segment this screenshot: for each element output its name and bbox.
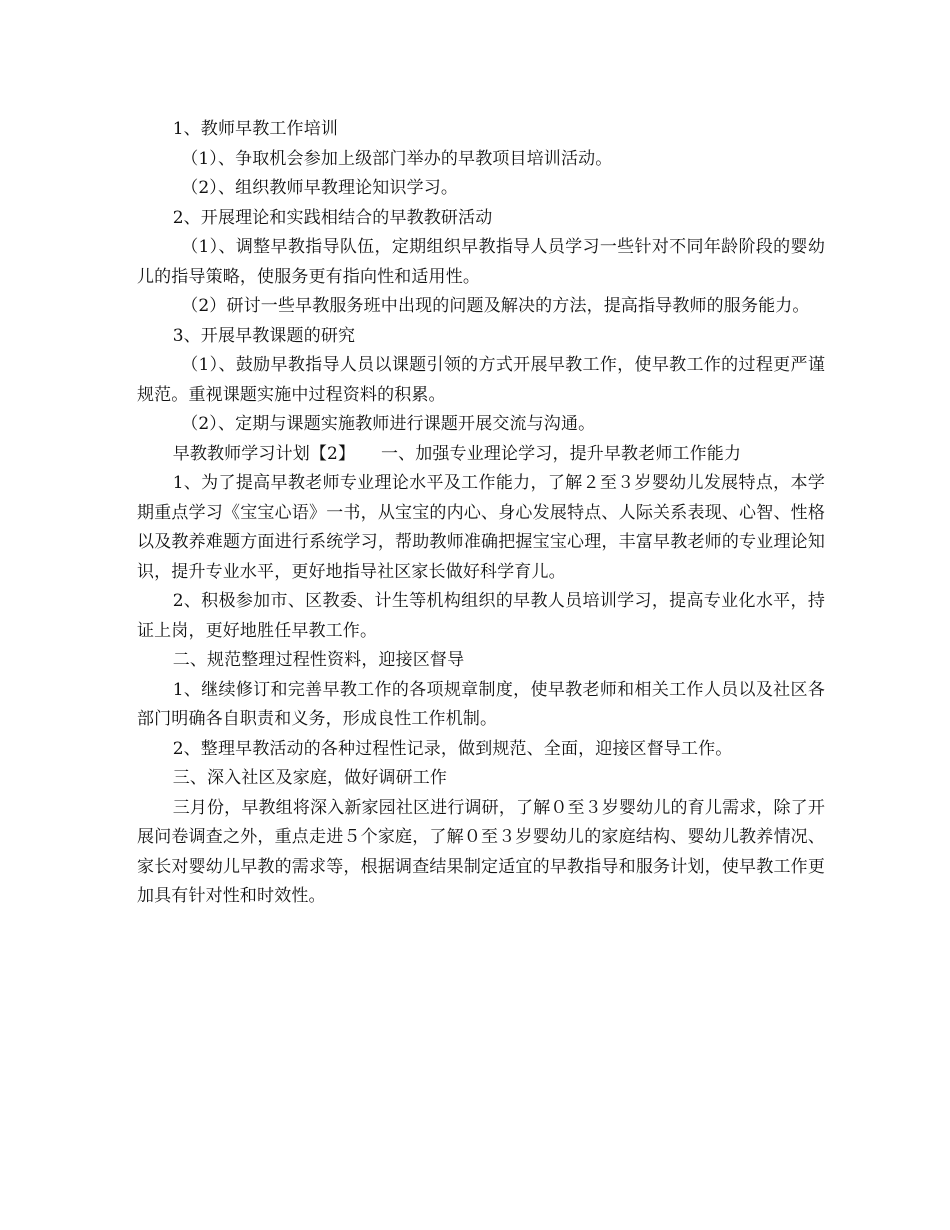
section-heading: 3、开展早教课题的研究	[172, 325, 356, 346]
section-heading: 早教教师学习计划【2】 一、加强专业理论学习，提升早教老师工作能力	[172, 443, 742, 464]
section-heading: 2、开展理论和实践相结合的早教教研活动	[172, 207, 493, 228]
body-paragraph: 1、继续修订和完善早教工作的各项规章制度，使早教老师和相关工作人员以及社区各部门明确各自职责和义务，形成良性工作机制。	[137, 679, 825, 729]
body-paragraph: 1、为了提高早教老师专业理论水平及工作能力，了解２至３岁婴幼儿发展特点，本学期重点学习《宝宝心语》一书，从宝宝的内心、身心发展特点、人际关系表现、心智、性格以及教养难题方面进行系统学习，帮助教师准确把握宝宝心理，丰富早教老师的专业理论知识，提升专业水平，更好地指导社区家长做好科学育儿。	[137, 473, 825, 582]
body-paragraph: 2、积极参加市、区教委、计生等机构组织的早教人员培训学习，提高专业化水平，持证上岗，更好地胜任早教工作。	[137, 591, 825, 641]
list-item: （2）、定期与课题实施教师进行课题开展交流与沟通。	[181, 414, 596, 434]
list-item: （2）研讨一些早教服务班中出现的问题及解决的方法，提高指导教师的服务能力。	[181, 296, 810, 316]
section-heading: 三、深入社区及家庭，做好调研工作	[172, 768, 448, 788]
list-item: （1）、争取机会参加上级部门举办的早教项目培训活动。	[181, 148, 613, 169]
body-paragraph: 2、整理早教活动的各种过程性记录，做到规范、全面，迎接区督导工作。	[172, 738, 733, 759]
body-paragraph: 三月份，早教组将深入新家园社区进行调研，了解０至３岁婴幼儿的育儿需求，除了开展问卷调查之外，重点走进５个家庭，了解０至３岁婴幼儿的家庭结构、婴幼儿教养情况、家长对婴幼儿早教的需求等，根据调查结果制定适宜的早教指导和服务计划，使早教工作更加具有针对性和时效性。	[137, 797, 825, 906]
list-item: （1）、调整早教指导队伍，定期组织早教指导人员学习一些针对不同年龄阶段的婴幼儿的指导策略，使服务更有指向性和适用性。	[137, 237, 825, 287]
section-heading: 1、教师早教工作培训	[172, 119, 339, 139]
section-heading: 二、规范整理过程性资料，迎接区督导	[172, 650, 465, 670]
list-item: （1）、鼓励早教指导人员以课题引领的方式开展早教工作，使早教工作的过程更严谨规范。重视课题实施中过程资料的积累。	[137, 355, 825, 405]
document-body	[137, 115, 825, 912]
list-item: （2）、组织教师早教理论知识学习。	[181, 178, 459, 198]
